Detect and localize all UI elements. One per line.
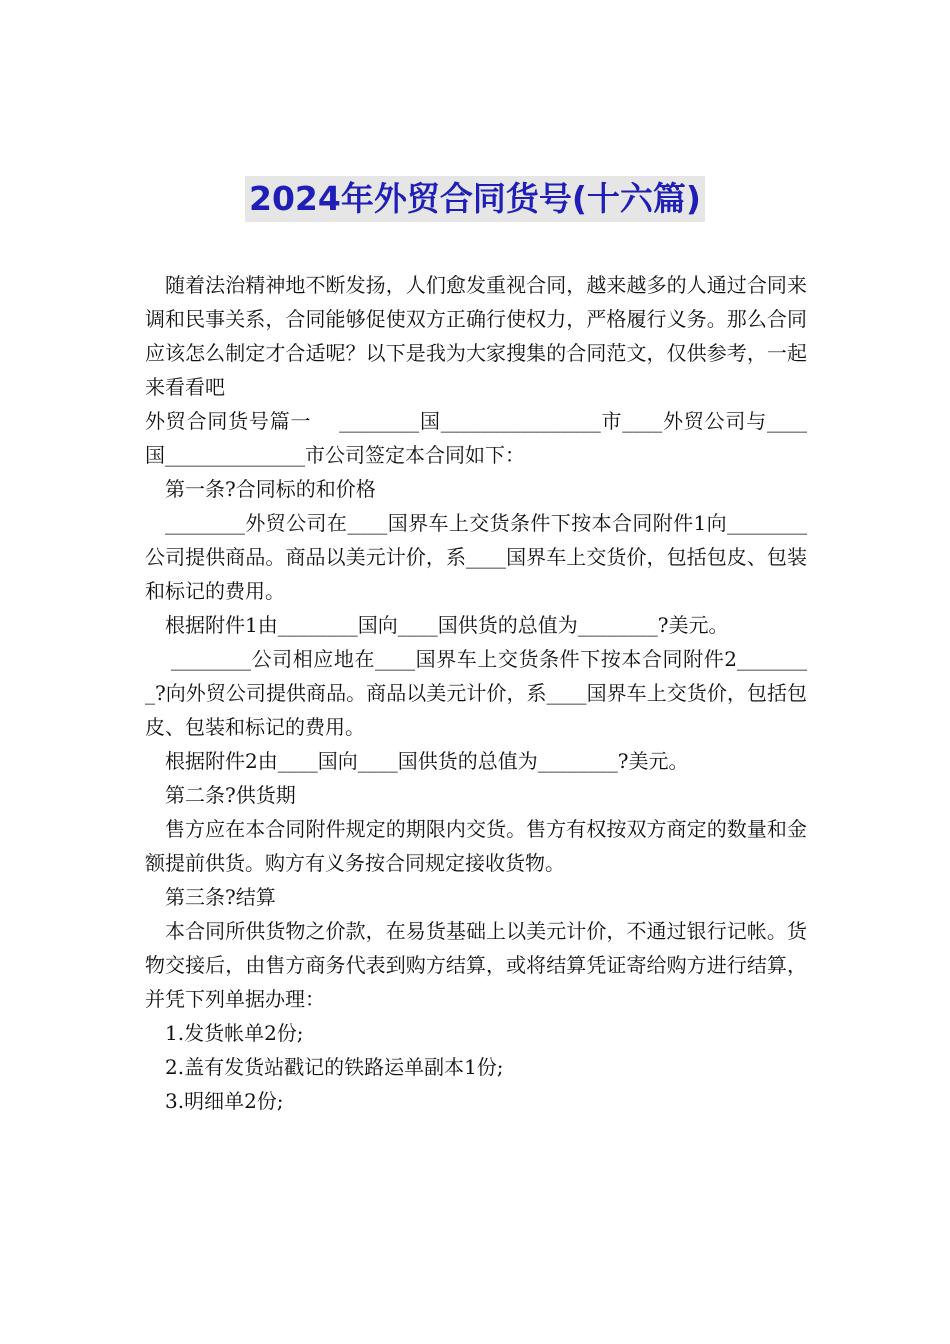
- section-heading: 第二条?供货期: [165, 783, 296, 807]
- title-container: [0, 176, 950, 222]
- document-title: 2024年外贸合同货号(十六篇): [245, 176, 705, 222]
- paragraph: 外贸合同货号篇一 ________国________________市____外贸公司与____国______________市公司签定本合同如下：: [145, 409, 807, 467]
- paragraph: 本合同所供货物之价款，在易货基础上以美元计价，不通过银行记帐。货物交接后，由售方商务代表到购方结算，或将结算凭证寄给购方进行结算，并凭下列单据办理：: [145, 919, 807, 1011]
- paragraph: 根据附件2由____国向____国供货的总值为________?美元。: [165, 749, 689, 773]
- paragraph: 根据附件1由________国向____国供货的总值为________?美元。: [165, 613, 729, 637]
- list-item: 3.明细单2份;: [165, 1089, 284, 1113]
- list-item: 2.盖有发货站戳记的铁路运单副本1份;: [165, 1055, 504, 1079]
- paragraph: ________公司相应地在____国界车上交货条件下按本合同附件2________?向外贸公司提供商品。商品以美元计价，系____国界车上交货价，包括包皮、包装和标记的费用。: [145, 647, 807, 739]
- section-heading: 第三条?结算: [165, 885, 276, 909]
- paragraph: ________外贸公司在____国界车上交货条件下按本合同附件1向________公司提供商品。商品以美元计价，系____国界车上交货价，包括包皮、包装和标记的费用。: [145, 511, 807, 603]
- document-body: [145, 268, 807, 1118]
- list-item: 1.发货帐单2份;: [165, 1021, 304, 1045]
- paragraph: 随着法治精神地不断发扬，人们愈发重视合同，越来越多的人通过合同来调和民事关系，合同能够促使双方正确行使权力，严格履行义务。那么合同应该怎么制定才合适呢？以下是我为大家搜集的合同范文，仅供参考，一起来看看吧: [145, 273, 807, 399]
- section-heading: 第一条?合同标的和价格: [165, 477, 376, 501]
- paragraph: 售方应在本合同附件规定的期限内交货。售方有权按双方商定的数量和金额提前供货。购方有义务按合同规定接收货物。: [145, 817, 807, 875]
